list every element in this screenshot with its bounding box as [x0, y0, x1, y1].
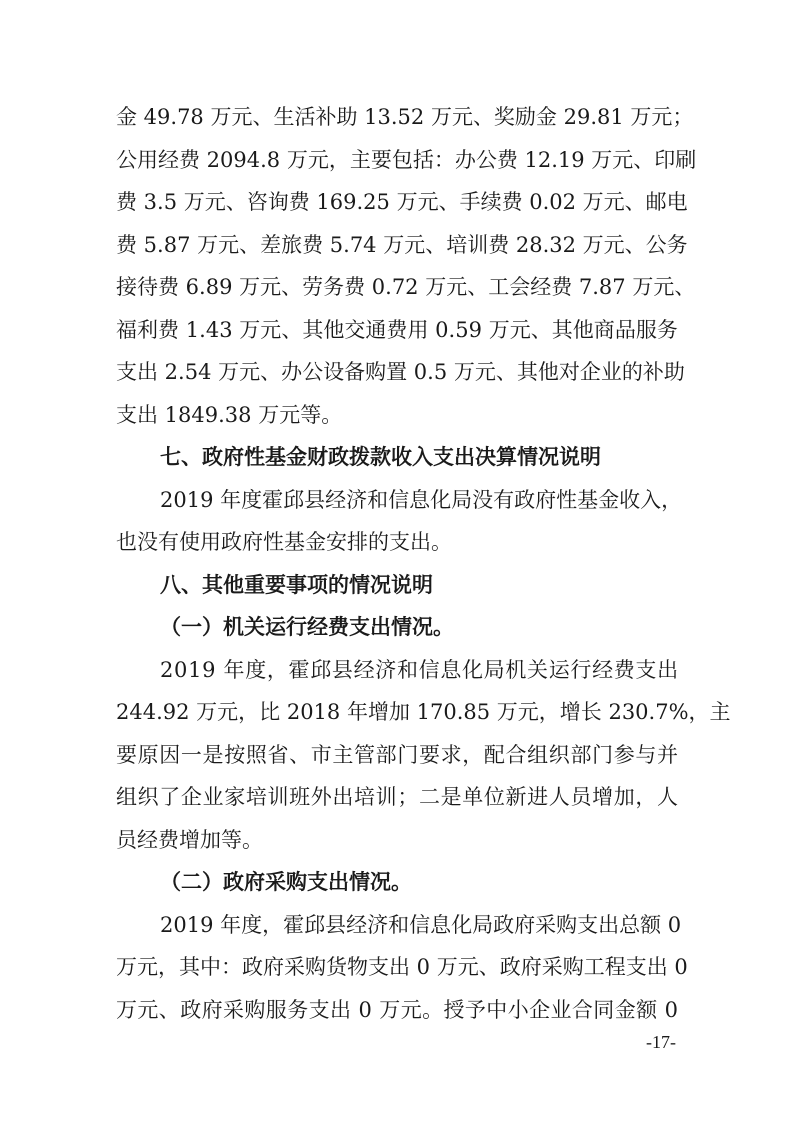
line-text: （一）机关运行经费支出情况。: [160, 615, 454, 639]
text-line: [116, 309, 678, 352]
text-line: [116, 394, 678, 437]
text-line: [116, 139, 697, 182]
text-line: [116, 904, 682, 947]
line-text: 也没有使用政府性基金安排的支出。: [116, 530, 452, 554]
line-text: 万元，其中：政府采购货物支出 0 万元、政府采购工程支出 0: [116, 955, 688, 979]
document-page: [116, 96, 731, 1031]
text-line: [116, 521, 678, 564]
text-line: [116, 266, 696, 309]
page-number: -17-: [646, 1032, 676, 1052]
text-line: [116, 649, 678, 692]
line-text: 组织了企业家培训班外出培训；二是单位新进人员增加，人: [116, 785, 679, 809]
line-text: 七、政府性基金财政拨款收入支出决算情况说明: [160, 445, 601, 469]
text-line: [116, 776, 678, 819]
line-text: 员经费增加等。: [116, 827, 263, 852]
line-text: 公用经费 2094.8 万元，主要包括：办公费 12.19 万元、印刷: [116, 147, 697, 172]
line-text: 八、其他重要事项的情况说明: [160, 572, 433, 597]
line-text: 2019 年度霍邱县经济和信息化局没有政府性基金收入，: [160, 487, 683, 512]
section-heading: [116, 861, 678, 904]
line-text: 2019 年度，霍邱县经济和信息化局政府采购支出总额 0: [160, 912, 682, 937]
line-text: 费 5.87 万元、差旅费 5.74 万元、培训费 28.32 万元、公务: [116, 232, 688, 257]
text-line: [116, 691, 731, 734]
line-text: 支出 2.54 万元、办公设备购置 0.5 万元、其他对企业的补助: [116, 360, 685, 384]
line-text: 福利费 1.43 万元、其他交通费用 0.59 万元、其他商品服务: [116, 317, 678, 342]
section-heading: [116, 564, 678, 607]
line-text: 金 49.78 万元、生活补助 13.52 万元、奖励金 29.81 万元；: [116, 105, 694, 129]
text-line: [116, 224, 688, 267]
line-text: 费 3.5 万元、咨询费 169.25 万元、手续费 0.02 万元、邮电: [116, 190, 688, 214]
line-text: 支出 1849.38 万元等。: [116, 402, 343, 427]
line-text: 接待费 6.89 万元、劳务费 0.72 万元、工会经费 7.87 万元、: [116, 275, 696, 299]
text-line: [116, 819, 678, 862]
line-text: （二）政府采购支出情况。: [160, 870, 412, 894]
line-text: 要原因一是按照省、市主管部门要求，配合组织部门参与并: [116, 742, 679, 767]
text-line: [116, 96, 694, 139]
text-line: [116, 989, 678, 1032]
line-text: 2019 年度，霍邱县经济和信息化局机关运行经费支出: [160, 657, 679, 682]
section-heading: [116, 436, 678, 479]
section-heading: [116, 606, 678, 649]
line-text: 万元、政府采购服务支出 0 万元。授予中小企业合同金额 0: [116, 997, 679, 1022]
line-text: 244.92 万元，比 2018 年增加 170.85 万元，增长 230.7%，主: [116, 700, 731, 724]
text-line: [116, 946, 688, 989]
text-line: [116, 181, 688, 224]
text-line: [116, 734, 678, 777]
text-line: [116, 351, 685, 394]
text-line: [116, 479, 683, 522]
